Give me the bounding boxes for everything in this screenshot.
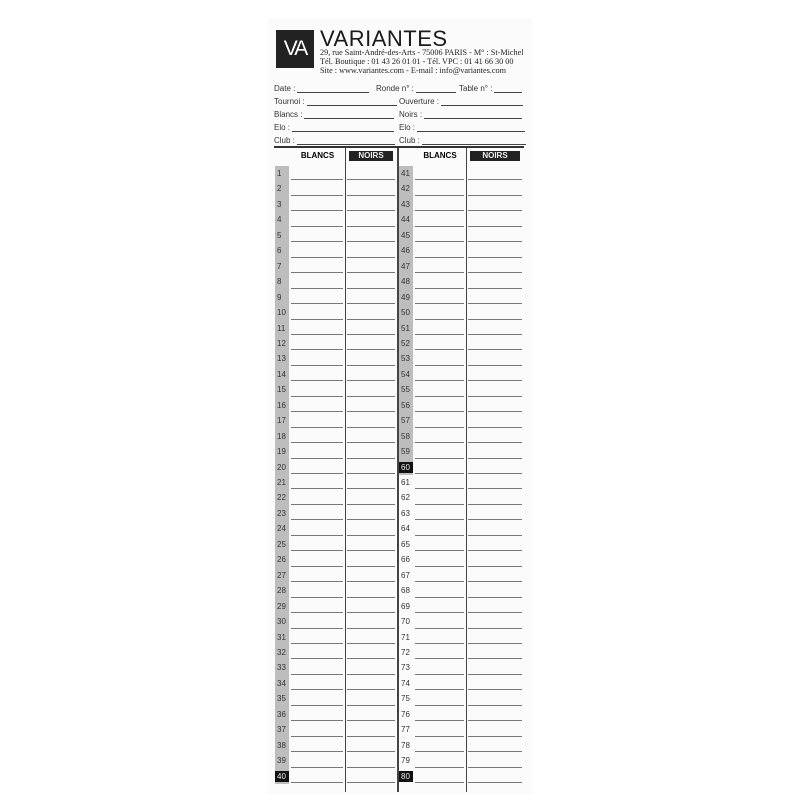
- move-entry-line[interactable]: [415, 628, 464, 629]
- move-entry-line[interactable]: [291, 241, 343, 242]
- move-number: 29: [277, 601, 286, 611]
- move-entry-line[interactable]: [347, 628, 395, 629]
- move-entry-line[interactable]: [468, 334, 522, 335]
- move-entry-line[interactable]: [468, 782, 522, 783]
- move-entry-line[interactable]: [468, 519, 522, 520]
- table-label: Table n° :: [459, 84, 493, 93]
- move-entry-line[interactable]: [415, 241, 464, 242]
- move-number: 74: [401, 678, 410, 688]
- move-entry-line[interactable]: [347, 195, 395, 196]
- move-number: 75: [401, 694, 410, 704]
- move-entry-line[interactable]: [291, 257, 343, 258]
- move-entry-line[interactable]: [291, 334, 343, 335]
- move-entry-line[interactable]: [415, 488, 464, 489]
- move-number: 22: [277, 493, 286, 503]
- number-strip: [275, 166, 289, 784]
- move-number: 17: [277, 416, 286, 426]
- move-entry-line[interactable]: [415, 380, 464, 381]
- move-entry-line[interactable]: [347, 535, 395, 536]
- move-entry-line[interactable]: [347, 767, 395, 768]
- move-number: 67: [401, 570, 410, 580]
- move-entry-line[interactable]: [415, 272, 464, 273]
- move-entry-line[interactable]: [291, 319, 343, 320]
- move-entry-line[interactable]: [415, 210, 464, 211]
- move-entry-line[interactable]: [415, 396, 464, 397]
- move-entry-line[interactable]: [468, 658, 522, 659]
- club-black-label: Club :: [399, 136, 420, 145]
- move-entry-line[interactable]: [468, 272, 522, 273]
- move-entry-line[interactable]: [291, 597, 343, 598]
- move-entry-line[interactable]: [291, 643, 343, 644]
- elo-white-field[interactable]: [274, 123, 394, 132]
- move-entry-line[interactable]: [468, 767, 522, 768]
- move-entry-line[interactable]: [347, 504, 395, 505]
- move-entry-line[interactable]: [415, 473, 464, 474]
- move-number: 43: [401, 199, 410, 209]
- move-entry-line[interactable]: [347, 612, 395, 613]
- move-entry-line[interactable]: [415, 365, 464, 366]
- move-entry-line[interactable]: [468, 288, 522, 289]
- elo-black-label: Elo :: [399, 123, 416, 132]
- divider: [274, 146, 524, 148]
- move-entry-line[interactable]: [415, 751, 464, 752]
- move-entry-line[interactable]: [468, 751, 522, 752]
- move-number: 73: [401, 663, 410, 673]
- move-entry-line[interactable]: [415, 566, 464, 567]
- address: 29, rue Saint-André-des-Arts - 75006 PARIS - M° : St-Michel: [320, 48, 524, 57]
- move-entry-line[interactable]: [468, 427, 522, 428]
- blancs-header-right: BLANCS: [423, 151, 457, 160]
- move-entry-line[interactable]: [347, 674, 395, 675]
- blancs-field[interactable]: [274, 110, 394, 119]
- noirs-header-left: NOIRS: [349, 151, 393, 161]
- move-entry-line[interactable]: [415, 612, 464, 613]
- move-entry-line[interactable]: [291, 720, 343, 721]
- move-entry-line[interactable]: [468, 365, 522, 366]
- ronde-field[interactable]: [376, 84, 456, 93]
- move-entry-line[interactable]: [415, 334, 464, 335]
- move-entry-line[interactable]: [415, 581, 464, 582]
- move-number: 36: [277, 709, 286, 719]
- move-number: 8: [277, 277, 282, 287]
- website: Site : www.variantes.com - E-mail : info@variantes.com: [320, 66, 506, 75]
- move-number: 50: [401, 308, 410, 318]
- move-entry-line[interactable]: [347, 179, 395, 180]
- variantes-logo: VA: [276, 30, 314, 68]
- move-entry-line[interactable]: [347, 550, 395, 551]
- move-entry-line[interactable]: [347, 380, 395, 381]
- move-number: 24: [277, 524, 286, 534]
- move-entry-line[interactable]: [291, 550, 343, 551]
- move-entry-line[interactable]: [468, 349, 522, 350]
- move-number: 11: [277, 323, 286, 333]
- move-number: 39: [277, 756, 286, 766]
- move-number: 40: [275, 771, 289, 782]
- move-entry-line[interactable]: [291, 504, 343, 505]
- move-entry-line[interactable]: [291, 767, 343, 768]
- club-white-field[interactable]: [274, 136, 395, 145]
- move-entry-line[interactable]: [415, 303, 464, 304]
- move-entry-line[interactable]: [347, 349, 395, 350]
- move-number: 80: [399, 771, 413, 782]
- tournoi-field[interactable]: [274, 97, 397, 106]
- table-field[interactable]: [459, 84, 522, 93]
- move-entry-line[interactable]: [415, 349, 464, 350]
- elo-black-field[interactable]: [399, 123, 525, 132]
- move-number: 10: [277, 308, 286, 318]
- move-entry-line[interactable]: [468, 210, 522, 211]
- move-number: 23: [277, 508, 286, 518]
- move-entry-line[interactable]: [415, 736, 464, 737]
- move-number: 69: [401, 601, 410, 611]
- move-entry-line[interactable]: [415, 288, 464, 289]
- move-entry-line[interactable]: [415, 519, 464, 520]
- move-entry-line[interactable]: [291, 226, 343, 227]
- move-number: 16: [277, 400, 286, 410]
- move-entry-line[interactable]: [347, 751, 395, 752]
- move-entry-line[interactable]: [468, 689, 522, 690]
- move-entry-line[interactable]: [468, 241, 522, 242]
- move-number: 14: [277, 369, 286, 379]
- move-entry-line[interactable]: [291, 674, 343, 675]
- move-entry-line[interactable]: [347, 303, 395, 304]
- move-number: 15: [277, 385, 286, 395]
- move-entry-line[interactable]: [468, 705, 522, 706]
- move-entry-line[interactable]: [468, 566, 522, 567]
- blancs-label: Blancs :: [274, 110, 303, 119]
- move-number: 18: [277, 431, 286, 441]
- move-entry-line[interactable]: [347, 334, 395, 335]
- move-number: 47: [401, 261, 410, 271]
- move-number: 64: [401, 524, 410, 534]
- move-entry-line[interactable]: [415, 458, 464, 459]
- move-entry-line[interactable]: [347, 411, 395, 412]
- move-number: 49: [401, 292, 410, 302]
- noirs-field[interactable]: [399, 110, 522, 119]
- move-number: 25: [277, 539, 286, 549]
- move-entry-line[interactable]: [468, 411, 522, 412]
- move-entry-line[interactable]: [347, 782, 395, 783]
- move-entry-line[interactable]: [347, 597, 395, 598]
- move-entry-line[interactable]: [291, 179, 343, 180]
- move-number: 34: [277, 678, 286, 688]
- move-number: 27: [277, 570, 286, 580]
- move-entry-line[interactable]: [415, 535, 464, 536]
- move-entry-line[interactable]: [347, 241, 395, 242]
- move-entry-line[interactable]: [468, 674, 522, 675]
- move-entry-line[interactable]: [347, 272, 395, 273]
- move-entry-line[interactable]: [468, 597, 522, 598]
- move-number: 68: [401, 586, 410, 596]
- move-entry-line[interactable]: [347, 427, 395, 428]
- date-label: Date :: [274, 84, 296, 93]
- move-entry-line[interactable]: [347, 473, 395, 474]
- move-entry-line[interactable]: [415, 720, 464, 721]
- ouverture-label: Ouverture :: [399, 97, 440, 106]
- move-number: 21: [277, 478, 286, 487]
- move-number: 20: [277, 462, 286, 472]
- move-number: 26: [277, 555, 286, 565]
- move-entry-line[interactable]: [347, 736, 395, 737]
- number-strip: [399, 166, 413, 475]
- move-entry-line[interactable]: [415, 179, 464, 180]
- move-number: 60: [399, 462, 413, 473]
- move-number: 53: [401, 354, 410, 364]
- move-entry-line[interactable]: [415, 226, 464, 227]
- move-number: 70: [401, 617, 410, 627]
- move-number: 78: [401, 740, 410, 750]
- move-entry-line[interactable]: [347, 288, 395, 289]
- blancs-header-left: BLANCS: [300, 151, 335, 160]
- move-entry-line[interactable]: [468, 442, 522, 443]
- move-entry-line[interactable]: [415, 257, 464, 258]
- move-entry-line[interactable]: [291, 303, 343, 304]
- move-entry-line[interactable]: [468, 720, 522, 721]
- move-number: 33: [277, 663, 286, 673]
- move-entry-line[interactable]: [291, 581, 343, 582]
- move-entry-line[interactable]: [291, 689, 343, 690]
- move-entry-line[interactable]: [468, 380, 522, 381]
- move-entry-line[interactable]: [415, 705, 464, 706]
- move-entry-line[interactable]: [468, 550, 522, 551]
- phone: Tél. Boutique : 01 43 26 01 01 - Tél. VPC : 01 41 66 30 00: [320, 57, 514, 66]
- move-entry-line[interactable]: [291, 628, 343, 629]
- move-entry-line[interactable]: [347, 442, 395, 443]
- move-entry-line[interactable]: [291, 612, 343, 613]
- elo-white-label: Elo :: [274, 123, 291, 132]
- move-entry-line[interactable]: [468, 473, 522, 474]
- tournoi-label: Tournoi :: [274, 97, 305, 106]
- move-entry-line[interactable]: [415, 689, 464, 690]
- move-entry-line[interactable]: [468, 303, 522, 304]
- move-number: 19: [277, 447, 286, 457]
- move-number: 44: [401, 215, 410, 225]
- move-number: 31: [277, 632, 286, 642]
- move-entry-line[interactable]: [291, 473, 343, 474]
- move-number: 66: [401, 555, 410, 565]
- move-number: 12: [277, 338, 286, 348]
- noirs-label: Noirs :: [399, 110, 423, 119]
- move-entry-line[interactable]: [347, 226, 395, 227]
- move-number: 30: [277, 617, 286, 627]
- move-entry-line[interactable]: [415, 767, 464, 768]
- brand-name: VARIANTES: [320, 26, 448, 51]
- move-entry-line[interactable]: [291, 210, 343, 211]
- move-number: 58: [401, 431, 410, 441]
- move-number: 61: [401, 478, 410, 487]
- move-entry-line[interactable]: [291, 349, 343, 350]
- move-entry-line[interactable]: [347, 566, 395, 567]
- move-entry-line[interactable]: [347, 458, 395, 459]
- move-number: 65: [401, 539, 410, 549]
- move-number: 54: [401, 369, 410, 379]
- move-number: 76: [401, 709, 410, 719]
- move-entry-line[interactable]: [468, 535, 522, 536]
- move-entry-line[interactable]: [347, 689, 395, 690]
- move-entry-line[interactable]: [347, 643, 395, 644]
- move-number: 37: [277, 725, 286, 735]
- move-entry-line[interactable]: [415, 782, 464, 783]
- move-number: 48: [401, 277, 410, 287]
- move-entry-line[interactable]: [468, 581, 522, 582]
- move-number: 6: [277, 246, 282, 256]
- move-number: 62: [401, 493, 410, 503]
- move-number: 79: [401, 756, 410, 766]
- move-entry-line[interactable]: [347, 519, 395, 520]
- move-number: 56: [401, 400, 410, 410]
- move-number: 7: [277, 261, 282, 271]
- move-entry-line[interactable]: [291, 288, 343, 289]
- move-entry-line[interactable]: [415, 427, 464, 428]
- move-entry-line[interactable]: [468, 319, 522, 320]
- move-entry-line[interactable]: [291, 396, 343, 397]
- move-entry-line[interactable]: [347, 396, 395, 397]
- move-entry-line[interactable]: [291, 427, 343, 428]
- move-entry-line[interactable]: [468, 736, 522, 737]
- move-number: 51: [401, 323, 410, 333]
- move-entry-line[interactable]: [347, 319, 395, 320]
- move-entry-line[interactable]: [347, 210, 395, 211]
- move-entry-line[interactable]: [415, 597, 464, 598]
- move-entry-line[interactable]: [291, 519, 343, 520]
- club-white-label: Club :: [274, 136, 295, 145]
- move-entry-line[interactable]: [415, 674, 464, 675]
- move-number: 1: [277, 169, 282, 178]
- move-entry-line[interactable]: [468, 179, 522, 180]
- date-field[interactable]: [274, 84, 369, 93]
- move-entry-line[interactable]: [291, 272, 343, 273]
- move-entry-line[interactable]: [415, 319, 464, 320]
- move-number: 46: [401, 246, 410, 256]
- move-entry-line[interactable]: [468, 628, 522, 629]
- move-entry-line[interactable]: [415, 504, 464, 505]
- move-entry-line[interactable]: [291, 658, 343, 659]
- column-divider: [345, 148, 346, 792]
- move-number: 77: [401, 725, 410, 735]
- move-entry-line[interactable]: [291, 782, 343, 783]
- move-number: 35: [277, 694, 286, 704]
- ouverture-field[interactable]: [399, 97, 523, 106]
- move-entry-line[interactable]: [468, 195, 522, 196]
- move-number: 2: [277, 184, 282, 194]
- move-entry-line[interactable]: [468, 396, 522, 397]
- move-entry-line[interactable]: [468, 643, 522, 644]
- move-entry-line[interactable]: [291, 365, 343, 366]
- move-entry-line[interactable]: [347, 488, 395, 489]
- move-number: 57: [401, 416, 410, 426]
- move-number: 71: [401, 632, 410, 642]
- move-entry-line[interactable]: [347, 581, 395, 582]
- move-number: 59: [401, 447, 410, 457]
- move-entry-line[interactable]: [468, 257, 522, 258]
- move-entry-line[interactable]: [291, 195, 343, 196]
- move-number: 5: [277, 230, 282, 240]
- move-entry-line[interactable]: [347, 658, 395, 659]
- move-number: 55: [401, 385, 410, 395]
- move-entry-line[interactable]: [291, 705, 343, 706]
- move-entry-line[interactable]: [415, 442, 464, 443]
- move-entry-line[interactable]: [291, 751, 343, 752]
- move-number: 28: [277, 586, 286, 596]
- noirs-header-right: NOIRS: [470, 151, 520, 161]
- move-number: 45: [401, 230, 410, 240]
- ronde-label: Ronde n° :: [376, 84, 414, 93]
- move-entry-line[interactable]: [415, 550, 464, 551]
- move-number: 4: [277, 215, 282, 225]
- move-entry-line[interactable]: [291, 488, 343, 489]
- move-entry-line[interactable]: [291, 736, 343, 737]
- move-number: 3: [277, 199, 282, 209]
- move-entry-line[interactable]: [468, 504, 522, 505]
- move-number: 38: [277, 740, 286, 750]
- move-entry-line[interactable]: [415, 411, 464, 412]
- move-number: 63: [401, 508, 410, 518]
- move-entry-line[interactable]: [291, 442, 343, 443]
- club-black-field[interactable]: [399, 136, 526, 145]
- move-entry-line[interactable]: [468, 226, 522, 227]
- move-entry-line[interactable]: [415, 195, 464, 196]
- move-entry-line[interactable]: [468, 612, 522, 613]
- move-entry-line[interactable]: [415, 658, 464, 659]
- move-entry-line[interactable]: [291, 411, 343, 412]
- move-entry-line[interactable]: [415, 643, 464, 644]
- move-number: 9: [277, 292, 282, 302]
- move-entry-line[interactable]: [291, 535, 343, 536]
- move-entry-line[interactable]: [468, 458, 522, 459]
- move-entry-line[interactable]: [468, 488, 522, 489]
- move-number: 52: [401, 338, 410, 348]
- move-entry-line[interactable]: [347, 257, 395, 258]
- move-entry-line[interactable]: [291, 380, 343, 381]
- move-entry-line[interactable]: [347, 365, 395, 366]
- move-entry-line[interactable]: [291, 458, 343, 459]
- move-number: 13: [277, 354, 286, 364]
- move-entry-line[interactable]: [291, 566, 343, 567]
- move-entry-line[interactable]: [347, 720, 395, 721]
- move-entry-line[interactable]: [347, 705, 395, 706]
- move-number: 41: [401, 169, 410, 178]
- column-divider: [466, 148, 467, 792]
- move-number: 42: [401, 184, 410, 194]
- move-number: 32: [277, 647, 286, 657]
- move-number: 72: [401, 647, 410, 657]
